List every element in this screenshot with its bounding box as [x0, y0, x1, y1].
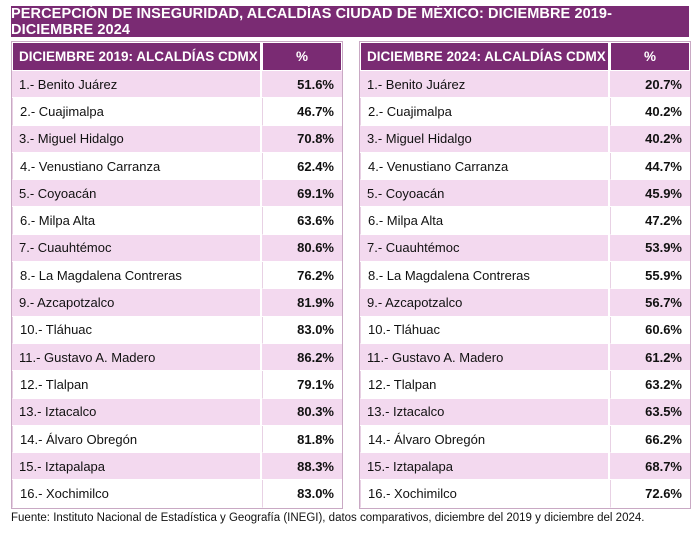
alcaldia-name: 3.- Miguel Hidalgo: [12, 126, 262, 153]
table-2019: [11, 41, 343, 509]
perception-percent: 81.9%: [262, 289, 342, 316]
alcaldia-name: 16.- Xochimilco: [12, 480, 262, 507]
alcaldia-name: 13.- Iztacalco: [12, 399, 262, 426]
alcaldia-name: 10.- Tláhuac: [360, 317, 610, 344]
alcaldia-name: 12.- Tlalpan: [12, 371, 262, 398]
table-row: [360, 126, 690, 153]
alcaldia-name: 5.- Coyoacán: [360, 180, 610, 207]
alcaldia-name: 16.- Xochimilco: [360, 480, 610, 507]
source-footnote: Fuente: Instituto Nacional de Estadística y Geografía (INEGI), datos comparativos, diciembre del 2019 y diciembre del 2024.: [11, 512, 645, 524]
table-row: [12, 371, 342, 398]
alcaldia-name: 14.- Álvaro Obregón: [12, 426, 262, 453]
perception-percent: 81.8%: [262, 426, 342, 453]
alcaldia-name: 13.- Iztacalco: [360, 399, 610, 426]
table-row: [360, 289, 690, 316]
alcaldia-name: 9.- Azcapotzalco: [360, 289, 610, 316]
table-row: [360, 153, 690, 180]
table-row: [12, 207, 342, 234]
alcaldia-name: 8.- La Magdalena Contreras: [360, 262, 610, 289]
table-row: [12, 71, 342, 98]
perception-percent: 63.6%: [262, 207, 342, 234]
column-header-name: DICIEMBRE 2024: ALCALDÍAS CDMX: [360, 42, 610, 71]
perception-percent: 79.1%: [262, 371, 342, 398]
column-header-pct: %: [262, 42, 342, 71]
table-row: [360, 235, 690, 262]
alcaldia-name: 4.- Venustiano Carranza: [360, 153, 610, 180]
column-header-name: DICIEMBRE 2019: ALCALDÍAS CDMX: [12, 42, 262, 71]
page-title: PERCEPCIÓN DE INSEGURIDAD, ALCALDÍAS CIUDAD DE MÉXICO: DICIEMBRE 2019-DICIEMBRE 2024: [11, 6, 689, 37]
table-row: [360, 317, 690, 344]
table-row: [360, 453, 690, 480]
alcaldia-name: 2.- Cuajimalpa: [360, 98, 610, 125]
perception-percent: 56.7%: [610, 289, 690, 316]
table-row: [360, 480, 690, 507]
table-row: [360, 207, 690, 234]
alcaldia-name: 14.- Álvaro Obregón: [360, 426, 610, 453]
table-header: [360, 42, 690, 71]
table-row: [360, 98, 690, 125]
alcaldia-name: 8.- La Magdalena Contreras: [12, 262, 262, 289]
perception-percent: 55.9%: [610, 262, 690, 289]
table-row: [360, 180, 690, 207]
alcaldia-name: 15.- Iztapalapa: [360, 453, 610, 480]
perception-percent: 44.7%: [610, 153, 690, 180]
column-header-pct: %: [610, 42, 690, 71]
table-row: [12, 480, 342, 507]
table-row: [12, 344, 342, 371]
table-row: [12, 317, 342, 344]
table-row: [12, 399, 342, 426]
perception-percent: 83.0%: [262, 480, 342, 507]
alcaldia-name: 10.- Tláhuac: [12, 317, 262, 344]
perception-percent: 80.3%: [262, 399, 342, 426]
perception-percent: 63.2%: [610, 371, 690, 398]
alcaldia-name: 15.- Iztapalapa: [12, 453, 262, 480]
perception-percent: 20.7%: [610, 71, 690, 98]
table-2024: [359, 41, 691, 509]
perception-percent: 76.2%: [262, 262, 342, 289]
table-row: [12, 426, 342, 453]
perception-percent: 62.4%: [262, 153, 342, 180]
alcaldia-name: 6.- Milpa Alta: [12, 207, 262, 234]
perception-percent: 66.2%: [610, 426, 690, 453]
alcaldia-name: 7.- Cuauhtémoc: [360, 235, 610, 262]
perception-percent: 47.2%: [610, 207, 690, 234]
perception-percent: 70.8%: [262, 126, 342, 153]
perception-percent: 40.2%: [610, 126, 690, 153]
table-row: [12, 289, 342, 316]
table-row: [12, 453, 342, 480]
table-row: [360, 371, 690, 398]
perception-percent: 69.1%: [262, 180, 342, 207]
perception-percent: 88.3%: [262, 453, 342, 480]
table-row: [12, 262, 342, 289]
perception-percent: 63.5%: [610, 399, 690, 426]
table-row: [12, 153, 342, 180]
perception-percent: 46.7%: [262, 98, 342, 125]
table-row: [360, 344, 690, 371]
alcaldia-name: 1.- Benito Juárez: [12, 71, 262, 98]
alcaldia-name: 7.- Cuauhtémoc: [12, 235, 262, 262]
perception-percent: 83.0%: [262, 317, 342, 344]
perception-percent: 45.9%: [610, 180, 690, 207]
perception-percent: 53.9%: [610, 235, 690, 262]
alcaldia-name: 2.- Cuajimalpa: [12, 98, 262, 125]
alcaldia-name: 3.- Miguel Hidalgo: [360, 126, 610, 153]
alcaldia-name: 4.- Venustiano Carranza: [12, 153, 262, 180]
table-row: [12, 126, 342, 153]
table-row: [12, 98, 342, 125]
perception-percent: 68.7%: [610, 453, 690, 480]
table-row: [360, 399, 690, 426]
perception-percent: 40.2%: [610, 98, 690, 125]
alcaldia-name: 11.- Gustavo A. Madero: [12, 344, 262, 371]
table-row: [12, 235, 342, 262]
table-header: [12, 42, 342, 71]
perception-percent: 80.6%: [262, 235, 342, 262]
table-row: [360, 71, 690, 98]
alcaldia-name: 5.- Coyoacán: [12, 180, 262, 207]
alcaldia-name: 6.- Milpa Alta: [360, 207, 610, 234]
alcaldia-name: 12.- Tlalpan: [360, 371, 610, 398]
perception-percent: 61.2%: [610, 344, 690, 371]
perception-percent: 60.6%: [610, 317, 690, 344]
perception-percent: 51.6%: [262, 71, 342, 98]
alcaldia-name: 9.- Azcapotzalco: [12, 289, 262, 316]
alcaldia-name: 11.- Gustavo A. Madero: [360, 344, 610, 371]
table-row: [360, 262, 690, 289]
table-row: [12, 180, 342, 207]
table-row: [360, 426, 690, 453]
alcaldia-name: 1.- Benito Juárez: [360, 71, 610, 98]
perception-percent: 86.2%: [262, 344, 342, 371]
perception-percent: 72.6%: [610, 480, 690, 507]
